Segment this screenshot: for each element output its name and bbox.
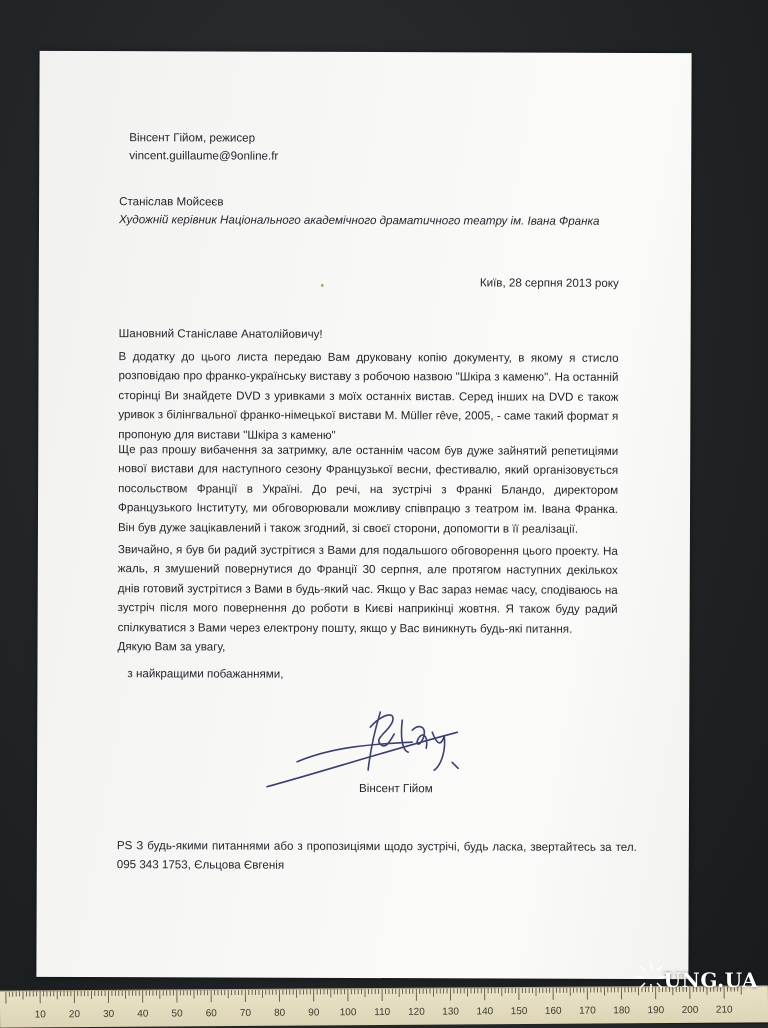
ruler-label: 10 [35, 1009, 47, 1020]
ruler-label: 180 [613, 1005, 630, 1016]
sunburst-icon [634, 960, 668, 994]
ruler-label: 140 [476, 1006, 493, 1017]
paper-speck [321, 284, 324, 287]
ruler-label: 160 [545, 1006, 562, 1017]
ruler-label: 210 [716, 1005, 733, 1016]
ruler-label: 200 [682, 1005, 699, 1016]
ruler-label: 60 [206, 1008, 218, 1019]
ruler-label: 80 [274, 1008, 286, 1019]
salutation: Шановний Станіславе Анатолійовичу! [119, 324, 323, 344]
ruler-label: 90 [308, 1007, 320, 1018]
recipient-name: Станіслав Мойсеєв [119, 192, 223, 212]
ruler-label: 130 [442, 1006, 459, 1017]
ruler-label: 150 [511, 1006, 528, 1017]
paragraph-1: В додатку до цього листа передаю Вам друковану копію документу, в якому я стисло розповідаю про франко-українську виставу з робочою назвою "Шкіра з каменю". На останній сторінці Ви знайдете DVD з уривками з моїх останніх вистав. Серед інших на DVD є також уривок з білінгвальної франко-німецької вистави M. Müller rêve, 2005, - саме такий формат я пропоную для вистави "Шкіра з каменю" [118, 347, 618, 446]
letter-date: Київ, 28 серпня 2013 року [369, 273, 619, 293]
watermark-text: UNG.UA [664, 968, 758, 992]
closing-line: з найкращими побажаннями, [127, 664, 283, 684]
ruler-label: 190 [647, 1005, 664, 1016]
recipient-position: Художній керівник Національного академічного драматичного театру ім. Івана Франка [119, 210, 599, 231]
site-watermark [664, 968, 758, 992]
letter-sheet [36, 51, 691, 979]
ruler-label: 100 [340, 1007, 357, 1018]
ruler-label: 110 [374, 1007, 390, 1018]
sender-email: vincent.guillaume@9online.fr [129, 146, 278, 166]
paragraph-3: Звичайно, я був би радий зустрітися з Вами для подальшого обговорення цього проекту. На жаль, я змушений повернутися до Франції 30 серпня, але протягом наступних декількох днів готовий зустрітися з Вами в будь-який час. Якщо у Вас зараз немає часу, сподіваюсь на зустріч після мого повернення до роботи в Києві наприкінці жовтня. Я також буду радий спілкуватися з Вами через електрону пошту, якщо у Вас виникнуть будь-які питання. [118, 540, 618, 639]
ruler-label: 170 [579, 1006, 596, 1017]
ruler-label: 20 [69, 1009, 81, 1020]
ruler-label: 120 [408, 1007, 425, 1018]
sender-name-title: Вінсент Гійом, режисер [129, 128, 255, 148]
ruler-label: 70 [240, 1008, 252, 1019]
signature-icon [262, 692, 462, 793]
postscript: PS З будь-якими питаннями або з пропозиціями щодо зустрічі, будь ласка, звертайтесь за тел. 095 343 1753, Єльцова Євгенія [117, 836, 637, 877]
ruler-label: 50 [171, 1008, 183, 1019]
ruler-label: 40 [137, 1009, 149, 1020]
thanks-line: Дякую Вам за увагу, [118, 637, 226, 657]
paragraph-2: Ще раз прошу вибачення за затримку, але останнім часом був дуже зайнятий репетиціями нової вистави для наступного сезону Французької весни, фестивалю, який організовується посольством Франції в Україні. До речі, на зустрічі з Франкі Бландо, директором Французького Інституту, ми обговорювали можливу співпрацю з театром ім. Івана Франка. Він був дуже зацікавлений і також згодний, зі своєї сторони, допомогти в її реалізації. [118, 440, 618, 539]
signature-name: Вінсент Гійом [359, 779, 433, 799]
ruler-label: 30 [103, 1009, 115, 1020]
